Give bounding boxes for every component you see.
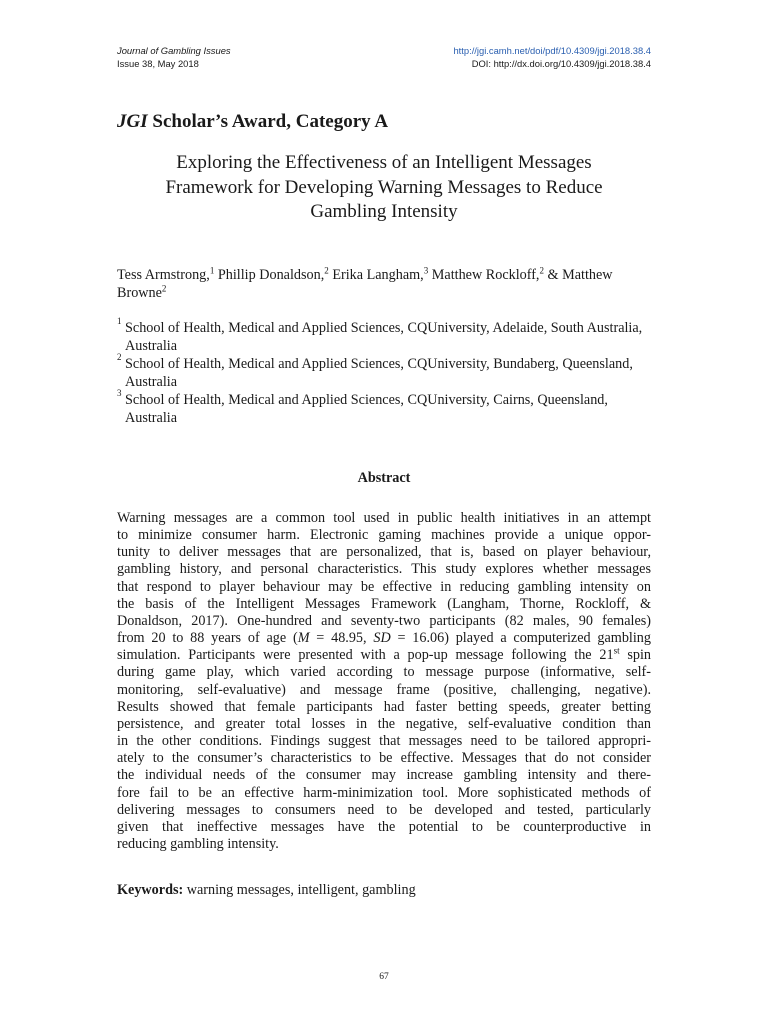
- affiliations: [117, 316, 651, 427]
- paper-title: [117, 151, 651, 225]
- abstract-body: [117, 510, 651, 853]
- abstract-line: Donaldson, 2017). One-hundred and seventy-two participants (82 males, 90 females): [117, 612, 651, 629]
- keywords-line: [117, 882, 416, 899]
- abstract-line: from 20 to 88 years of age (M = 48.95, SD = 16.06) played a computerized gambling: [117, 630, 651, 647]
- abstract-line: to minimize consumer harm. Electronic gaming machines provide a unique oppor-: [117, 527, 651, 544]
- doi-header: [453, 44, 651, 70]
- abstract-line: fore fail to be an effective harm-minimization tool. More sophisticated methods of: [117, 784, 651, 801]
- keywords-label: Keywords:: [117, 882, 184, 898]
- author-affiliation-mark: 2: [161, 283, 167, 294]
- affiliation-text: School of Health, Medical and Applied Sciences, CQUniversity, Adelaide, South Australia, Australia: [125, 320, 643, 354]
- pdf-link[interactable]: http://jgi.camh.net/doi/pdf/10.4309/jgi.2018.38.4: [453, 45, 651, 56]
- award-journal-abbrev: JGI: [117, 111, 148, 132]
- affiliation-item: 3 School of Health, Medical and Applied Sciences, CQUniversity, Cairns, Queensland, Australia: [117, 388, 608, 426]
- abstract-line: delivering messages to consumers need to be developed and tested, particularly: [117, 801, 651, 818]
- title-line: Exploring the Effectiveness of an Intelligent Messages: [176, 152, 592, 173]
- author-name: Phillip Donaldson,: [214, 267, 325, 283]
- affiliation-item: 1 School of Health, Medical and Applied Sciences, CQUniversity, Adelaide, South Australia, Australia: [117, 316, 643, 354]
- abstract-line: tunity to deliver messages that are personalized, that is, based on player behaviour,: [117, 544, 651, 561]
- abstract-heading: Abstract: [357, 470, 411, 486]
- affiliation-item: 2 School of Health, Medical and Applied Sciences, CQUniversity, Bundaberg, Queensland, Australia: [117, 352, 633, 390]
- abstract-line: persistence, and greater total losses in the negative, self-evaluative condition than: [117, 715, 651, 732]
- abstract-line: gambling history, and personal characteristics. This study explores whether messages: [117, 561, 651, 578]
- title-line: Framework for Developing Warning Messages to Reduce: [165, 176, 603, 198]
- abstract-line: the individual needs of the consumer may increase gambling intensity and there-: [117, 767, 651, 784]
- author-list: [117, 266, 651, 302]
- affiliation-text: School of Health, Medical and Applied Sciences, CQUniversity, Cairns, Queensland, Australia: [125, 392, 608, 426]
- keywords-text: warning messages, intelligent, gambling: [186, 882, 416, 898]
- abstract-line: monitoring, self-evaluative) and message frame (positive, challenging, negative).: [117, 681, 651, 698]
- author-name: Tess Armstrong,: [117, 267, 210, 283]
- author-affiliation-mark: 3: [423, 265, 429, 276]
- abstract-line: reducing gambling intensity.: [117, 835, 279, 852]
- abstract-line: Results showed that female participants had faster betting speeds, greater betting: [117, 698, 651, 715]
- author-affiliation-mark: 2: [324, 265, 329, 276]
- journal-issue: Issue 38, May 2018: [117, 58, 199, 69]
- title-line: Gambling Intensity: [310, 201, 458, 222]
- award-heading: [117, 111, 388, 133]
- author-name: & Matthew Browne: [117, 267, 613, 301]
- author-affiliation-mark: 2: [539, 265, 544, 276]
- affiliation-text: School of Health, Medical and Applied Sciences, CQUniversity, Bundaberg, Queensland, Australia: [125, 356, 633, 390]
- abstract-line: Warning messages are a common tool used in public health initiatives in an attempt: [117, 510, 651, 526]
- author-affiliation-mark: 1: [209, 265, 215, 276]
- doi-text: DOI: http://dx.doi.org/10.4309/jgi.2018.38.4: [471, 58, 651, 69]
- abstract-line: given that ineffective messages have the potential to be counterproductive in: [117, 818, 651, 835]
- abstract-line: during game play, which varied according to message purpose (informative, self-: [117, 664, 651, 681]
- abstract-line: that respond to player behaviour may be effective in reducing gambling intensity on: [117, 578, 651, 595]
- page-number: 67: [379, 972, 389, 982]
- abstract-line: simulation. Participants were presented with a pop-up message following the 21st spin: [117, 645, 652, 664]
- author-name: Matthew Rockloff,: [428, 267, 540, 283]
- journal-header: [117, 44, 231, 70]
- abstract-line: the basis of the Intelligent Messages Framework (Langham, Thorne, Rockloff, &: [117, 595, 651, 612]
- abstract-line: in the other conditions. Findings suggest that messages need to be tailored appropri-: [117, 733, 651, 750]
- abstract-line: ately to the consumer’s characteristics to be effective. Messages that do not consider: [117, 750, 651, 767]
- author-name: Erika Langham,: [328, 267, 424, 283]
- award-text: Scholar’s Award, Category A: [147, 111, 389, 132]
- journal-name: Journal of Gambling Issues: [117, 45, 231, 56]
